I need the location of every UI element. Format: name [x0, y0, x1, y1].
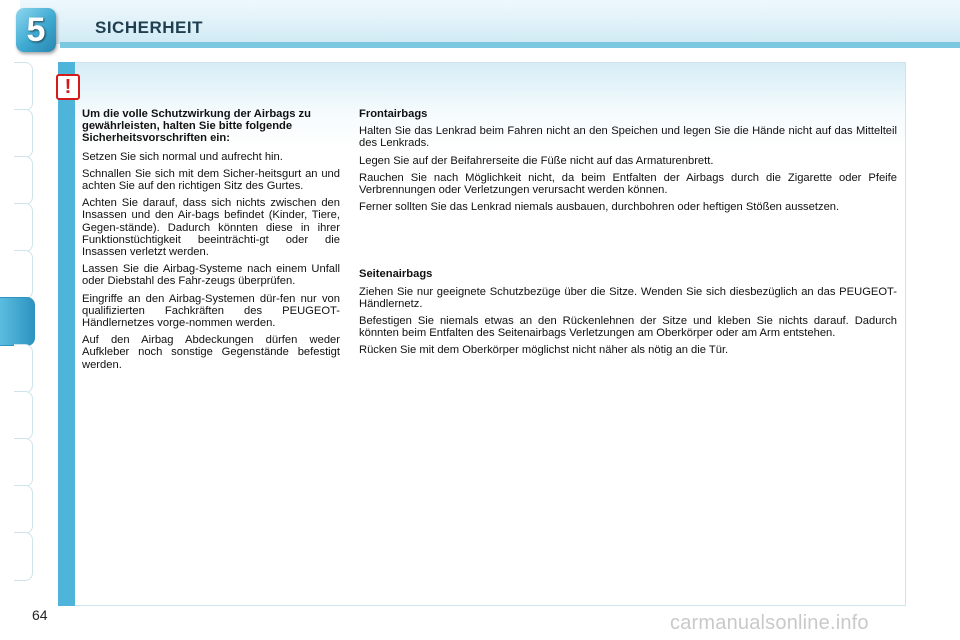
chapter-tab-7[interactable] — [14, 344, 33, 393]
frontairbags-paragraph: Halten Sie das Lenkrad beim Fahren nicht an den Speichen und legen Sie die Hände nicht auf das Mittelteil des Lenkrads. — [359, 125, 897, 150]
right-column — [359, 108, 897, 362]
chapter-tab-2[interactable] — [14, 109, 33, 158]
seitenairbags-paragraph: Befestigen Sie niemals etwas an den Rückenlehnen der Sitze und kleben Sie nichts darauf. Dadurch könnten beim Entfalten des Seitenairbags Verletzungen am Oberkörper oder am Arm entstehen. — [359, 315, 897, 340]
seitenairbags-paragraph: Rücken Sie mit dem Oberkörper möglichst nicht näher als nötig an die Tür. — [359, 344, 729, 357]
chapter-tab-10[interactable] — [14, 485, 33, 534]
chapter-tab-11[interactable] — [14, 532, 33, 581]
chapter-tab-6-active[interactable] — [0, 297, 35, 346]
frontairbags-paragraph: Legen Sie auf der Beifahrerseite die Füße nicht auf das Armaturenbrett. — [359, 154, 714, 167]
chapter-tab-5[interactable] — [14, 250, 33, 299]
chapter-tab-3[interactable] — [14, 156, 33, 205]
left-paragraph: Setzen Sie sich normal und aufrecht hin. — [82, 150, 283, 163]
chapter-number: 5 — [26, 10, 46, 49]
chapter-tab-1[interactable] — [14, 62, 33, 111]
page-number: 64 — [32, 607, 48, 623]
left-heading: Um die volle Schutzwirkung der Airbags zu gewährleisten, halten Sie bitte folgende Sicherheitsvorschriften ein: — [82, 108, 311, 145]
chapter-badge[interactable] — [16, 8, 56, 52]
left-paragraph: Achten Sie darauf, dass sich nichts zwischen den Insassen und den Air-bags befindet (Kinder, Tiere, Gegen-stände). Dadurch könnten diese in ihrer Funktionstüchtigkeit beeinträchti-gt oder die Insassen verletzt werden. — [82, 197, 340, 259]
frontairbags-heading: Frontairbags — [359, 108, 428, 120]
chapter-tab-8[interactable] — [14, 391, 33, 440]
chapter-tab-4[interactable] — [14, 203, 33, 252]
left-paragraph: Schnallen Sie sich mit dem Sicher-heitsgurt an und achten Sie auf den richtigen Sitz des Gurtes. — [82, 167, 340, 193]
panel-accent-stripe — [58, 62, 75, 606]
left-paragraph: Eingriffe an den Airbag-Systemen dür-fen nur von qualifizierten Fachkräften des PEUGEOT-Händlernetzes vorge-nommen werden. — [82, 292, 340, 330]
chapter-tab-9[interactable] — [14, 438, 33, 487]
left-paragraph: Lassen Sie die Airbag-Systeme nach einem Unfall oder Diebstahl des Fahr-zeugs überprüfen. — [82, 263, 340, 288]
chapter-tabs — [0, 62, 36, 578]
frontairbags-paragraph: Ferner sollten Sie das Lenkrad niemals ausbauen, durchbohren oder heftigen Stößen aussetzen. — [359, 201, 840, 214]
seitenairbags-heading: Seitenairbags — [359, 268, 433, 281]
frontairbags-paragraph: Rauchen Sie nach Möglichkeit nicht, da beim Entfalten der Airbags durch die Zigarette oder Pfeife Verbrennungen oder Verletzungen verursacht werden können. — [359, 171, 897, 197]
left-paragraph: Auf den Airbag Abdeckungen dürfen weder Aufkleber noch sonstige Gegenstände befestigt werden. — [82, 334, 340, 371]
exclamation-warning-icon: ! — [56, 74, 80, 100]
section-spacer — [359, 218, 897, 268]
section-title: SICHERHEIT — [95, 18, 203, 37]
left-column — [82, 108, 340, 376]
header-band — [60, 42, 960, 48]
seitenairbags-paragraph: Ziehen Sie nur geeignete Schutzbezüge über die Sitze. Wenden Sie sich diesbezüglich an das PEUGEOT-Händlernetz. — [359, 285, 897, 310]
watermark: carmanualsonline.info — [670, 612, 869, 634]
